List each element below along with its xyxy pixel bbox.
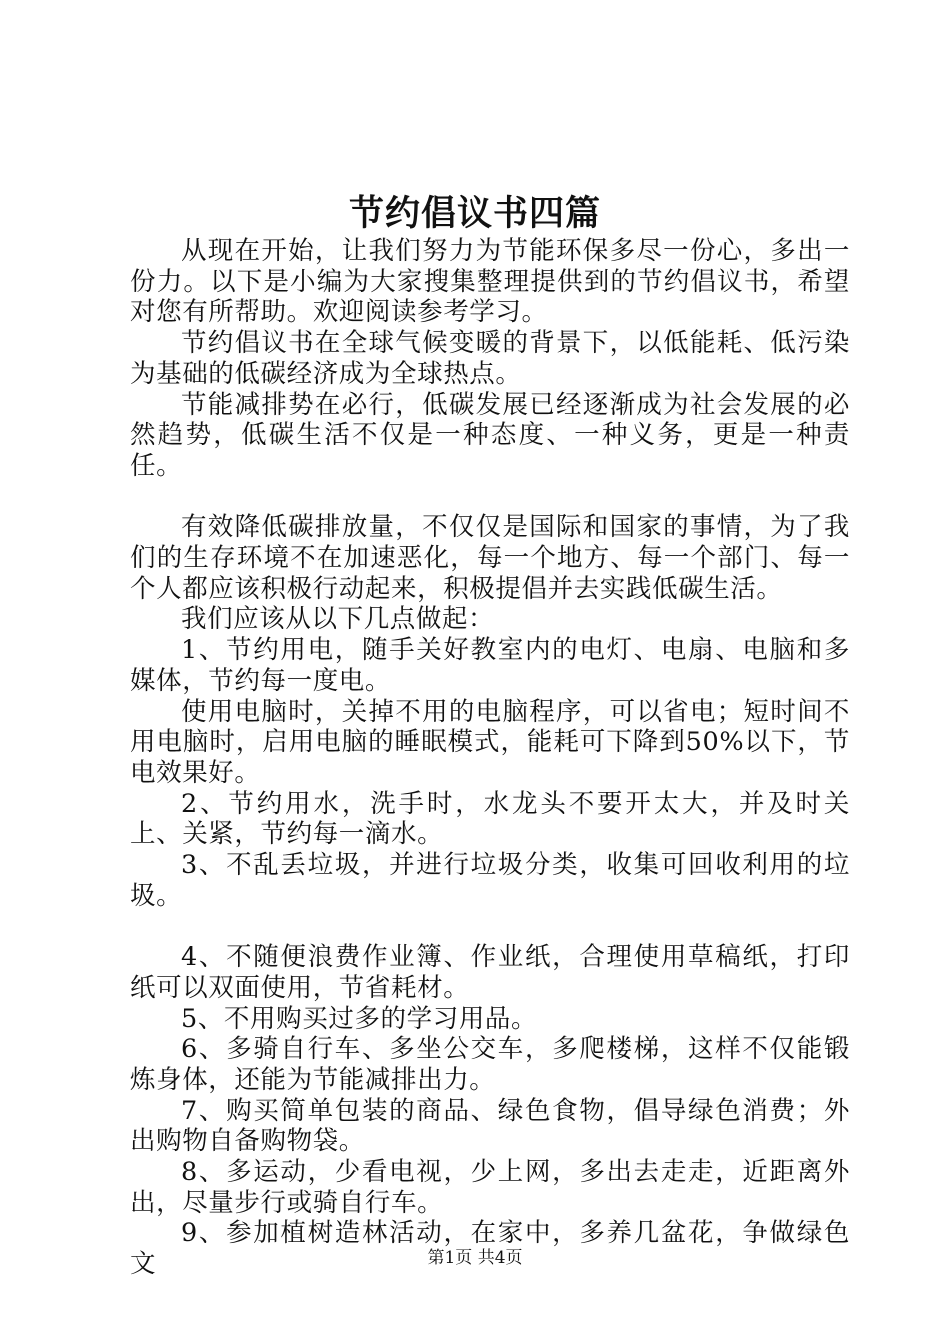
paragraph: 有效降低碳排放量，不仅仅是国际和国家的事情，为了我们的生存环境不在加速恶化，每一个地方、每一个部门、每一个人都应该积极行动起来，积极提倡并去实践低碳生活。: [130, 512, 850, 604]
paragraph: 2、节约用水，洗手时，水龙头不要开太大，并及时关上、关紧，节约每一滴水。: [130, 788, 850, 850]
paragraph: 我们应该从以下几点做起：: [181, 604, 495, 635]
paragraph: 1、节约用电，随手关好教室内的电灯、电扇、电脑和多媒体，节约每一度电。: [130, 635, 850, 696]
paragraph: 节能减排势在必行，低碳发展已经逐渐成为社会发展的必然趋势，低碳生活不仅是一种态度、一种义务，更是一种责任。: [130, 389, 850, 481]
paragraph: 8、多运动，少看电视，少上网，多出去走走，近距离外出，尽量步行或骑自行车。: [130, 1157, 850, 1218]
paragraph: 使用电脑时，关掉不用的电脑程序，可以省电；短时间不用电脑时，启用电脑的睡眠模式，能耗可下降到50%以下，节电效果好。: [130, 696, 850, 788]
document-title: 节约倡议书四篇: [348, 193, 601, 234]
paragraph: 9、参加植树造林活动，在家中，多养几盆花，争做绿色文: [130, 1218, 850, 1280]
paragraph: 5、不用购买过多的学习用品。: [181, 1003, 538, 1034]
paragraph: 3、不乱丢垃圾，并进行垃圾分类，收集可回收利用的垃圾。: [130, 850, 850, 911]
paragraph: 7、购买简单包装的商品、绿色食物，倡导绿色消费；外出购物自备购物袋。: [130, 1095, 850, 1157]
paragraph: 节约倡议书在全球气候变暖的背景下，以低能耗、低污染为基础的低碳经济成为全球热点。: [130, 328, 850, 389]
paragraph: 从现在开始，让我们努力为节能环保多尽一份心，多出一份力。以下是小编为大家搜集整理提供到的节约倡议书，希望对您有所帮助。欢迎阅读参考学习。: [130, 236, 850, 328]
paragraph: 6、多骑自行车、多坐公交车，多爬楼梯，这样不仅能锻炼身体，还能为节能减排出力。: [130, 1034, 850, 1095]
page-footer: 第1页 共4页: [427, 1248, 523, 1268]
paragraph: 4、不随便浪费作业簿、作业纸，合理使用草稿纸，打印纸可以双面使用，节省耗材。: [130, 942, 850, 1003]
document-body: [130, 236, 850, 1280]
